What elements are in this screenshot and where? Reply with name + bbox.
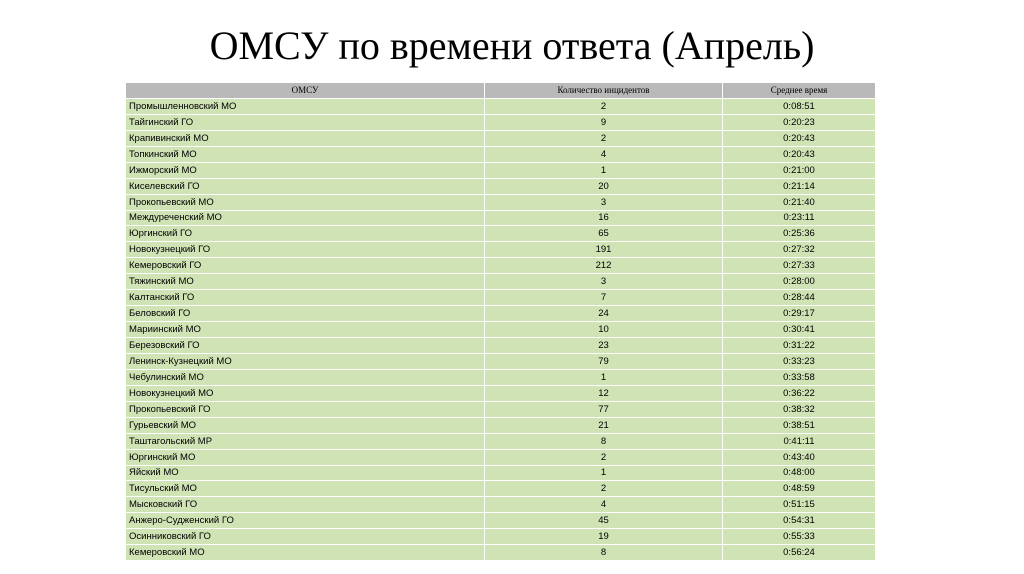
table-row	[126, 481, 876, 497]
cell-incident-count: 9	[485, 114, 723, 130]
cell-average-time: 0:51:15	[723, 497, 876, 513]
cell-incident-count: 23	[485, 338, 723, 354]
cell-omsu: Яйский МО	[126, 465, 485, 481]
cell-average-time: 0:33:23	[723, 353, 876, 369]
cell-omsu: Юргинский ГО	[126, 226, 485, 242]
cell-omsu: Тяжинский МО	[126, 274, 485, 290]
cell-incident-count: 8	[485, 433, 723, 449]
cell-incident-count: 2	[485, 98, 723, 114]
table-row	[126, 162, 876, 178]
cell-incident-count: 4	[485, 497, 723, 513]
cell-average-time: 0:30:41	[723, 322, 876, 338]
cell-omsu: Мариинский МО	[126, 322, 485, 338]
cell-average-time: 0:48:00	[723, 465, 876, 481]
table-row	[126, 322, 876, 338]
cell-incident-count: 20	[485, 178, 723, 194]
cell-omsu: Прокопьевский МО	[126, 194, 485, 210]
column-header-incident-count: Количество инцидентов	[485, 83, 723, 99]
table-row	[126, 242, 876, 258]
cell-incident-count: 2	[485, 481, 723, 497]
cell-incident-count: 1	[485, 465, 723, 481]
table-row	[126, 433, 876, 449]
cell-incident-count: 212	[485, 258, 723, 274]
cell-average-time: 0:54:31	[723, 513, 876, 529]
cell-incident-count: 2	[485, 130, 723, 146]
table-row	[126, 338, 876, 354]
cell-incident-count: 45	[485, 513, 723, 529]
cell-omsu: Ленинск-Кузнецкий МО	[126, 353, 485, 369]
cell-average-time: 0:36:22	[723, 385, 876, 401]
cell-average-time: 0:55:33	[723, 529, 876, 545]
cell-omsu: Беловский ГО	[126, 306, 485, 322]
cell-incident-count: 8	[485, 545, 723, 561]
table-row	[126, 274, 876, 290]
table-row	[126, 545, 876, 561]
cell-omsu: Прокопьевский ГО	[126, 401, 485, 417]
cell-omsu: Тайгинский ГО	[126, 114, 485, 130]
cell-incident-count: 24	[485, 306, 723, 322]
cell-average-time: 0:27:32	[723, 242, 876, 258]
cell-average-time: 0:41:11	[723, 433, 876, 449]
table-row	[126, 385, 876, 401]
cell-average-time: 0:48:59	[723, 481, 876, 497]
cell-average-time: 0:43:40	[723, 449, 876, 465]
table-row	[126, 306, 876, 322]
cell-incident-count: 191	[485, 242, 723, 258]
cell-average-time: 0:23:11	[723, 210, 876, 226]
cell-incident-count: 10	[485, 322, 723, 338]
cell-incident-count: 19	[485, 529, 723, 545]
table-row	[126, 146, 876, 162]
cell-incident-count: 3	[485, 194, 723, 210]
cell-average-time: 0:33:58	[723, 369, 876, 385]
cell-omsu: Мысковский ГО	[126, 497, 485, 513]
column-header-average-time: Среднее время	[723, 83, 876, 99]
table-row	[126, 210, 876, 226]
page-title: ОМСУ по времени ответа (Апрель)	[209, 23, 815, 68]
table-row	[126, 98, 876, 114]
table-row	[126, 353, 876, 369]
cell-omsu: Междуреченский МО	[126, 210, 485, 226]
cell-average-time: 0:38:51	[723, 417, 876, 433]
cell-average-time: 0:28:44	[723, 290, 876, 306]
cell-average-time: 0:25:36	[723, 226, 876, 242]
cell-omsu: Березовский ГО	[126, 338, 485, 354]
table-row	[126, 529, 876, 545]
table-row	[126, 369, 876, 385]
table-row	[126, 258, 876, 274]
cell-omsu: Ижморский МО	[126, 162, 485, 178]
cell-omsu: Промышленновский МО	[126, 98, 485, 114]
table-row	[126, 417, 876, 433]
table-header-row	[126, 83, 876, 99]
cell-average-time: 0:31:22	[723, 338, 876, 354]
table-row	[126, 178, 876, 194]
cell-omsu: Анжеро-Судженский ГО	[126, 513, 485, 529]
cell-average-time: 0:08:51	[723, 98, 876, 114]
table-row	[126, 513, 876, 529]
cell-incident-count: 7	[485, 290, 723, 306]
cell-omsu: Топкинский МО	[126, 146, 485, 162]
cell-average-time: 0:20:23	[723, 114, 876, 130]
cell-omsu: Кемеровский ГО	[126, 258, 485, 274]
table-row	[126, 497, 876, 513]
table-row	[126, 290, 876, 306]
cell-incident-count: 4	[485, 146, 723, 162]
cell-average-time: 0:21:00	[723, 162, 876, 178]
cell-incident-count: 12	[485, 385, 723, 401]
table-row	[126, 130, 876, 146]
cell-omsu: Крапивинский МО	[126, 130, 485, 146]
cell-omsu: Новокузнецкий МО	[126, 385, 485, 401]
cell-average-time: 0:56:24	[723, 545, 876, 561]
cell-incident-count: 79	[485, 353, 723, 369]
cell-omsu: Таштагольский МР	[126, 433, 485, 449]
cell-incident-count: 65	[485, 226, 723, 242]
response-time-table	[125, 82, 876, 561]
cell-average-time: 0:28:00	[723, 274, 876, 290]
cell-incident-count: 3	[485, 274, 723, 290]
cell-omsu: Тисульский МО	[126, 481, 485, 497]
cell-incident-count: 77	[485, 401, 723, 417]
cell-average-time: 0:20:43	[723, 130, 876, 146]
table-row	[126, 449, 876, 465]
cell-average-time: 0:38:32	[723, 401, 876, 417]
cell-average-time: 0:21:40	[723, 194, 876, 210]
cell-average-time: 0:29:17	[723, 306, 876, 322]
cell-incident-count: 1	[485, 369, 723, 385]
cell-omsu: Осинниковский ГО	[126, 529, 485, 545]
cell-average-time: 0:20:43	[723, 146, 876, 162]
cell-omsu: Чебулинский МО	[126, 369, 485, 385]
cell-omsu: Юргинский МО	[126, 449, 485, 465]
table-row	[126, 194, 876, 210]
cell-incident-count: 1	[485, 162, 723, 178]
cell-incident-count: 16	[485, 210, 723, 226]
table-row	[126, 401, 876, 417]
table-row	[126, 226, 876, 242]
column-header-omsu: ОМСУ	[126, 83, 485, 99]
cell-incident-count: 2	[485, 449, 723, 465]
table-row	[126, 114, 876, 130]
cell-average-time: 0:21:14	[723, 178, 876, 194]
cell-omsu: Новокузнецкий ГО	[126, 242, 485, 258]
cell-omsu: Гурьевский МО	[126, 417, 485, 433]
cell-omsu: Калтанский ГО	[126, 290, 485, 306]
cell-omsu: Кемеровский МО	[126, 545, 485, 561]
table-row	[126, 465, 876, 481]
cell-omsu: Киселевский ГО	[126, 178, 485, 194]
cell-incident-count: 21	[485, 417, 723, 433]
cell-average-time: 0:27:33	[723, 258, 876, 274]
